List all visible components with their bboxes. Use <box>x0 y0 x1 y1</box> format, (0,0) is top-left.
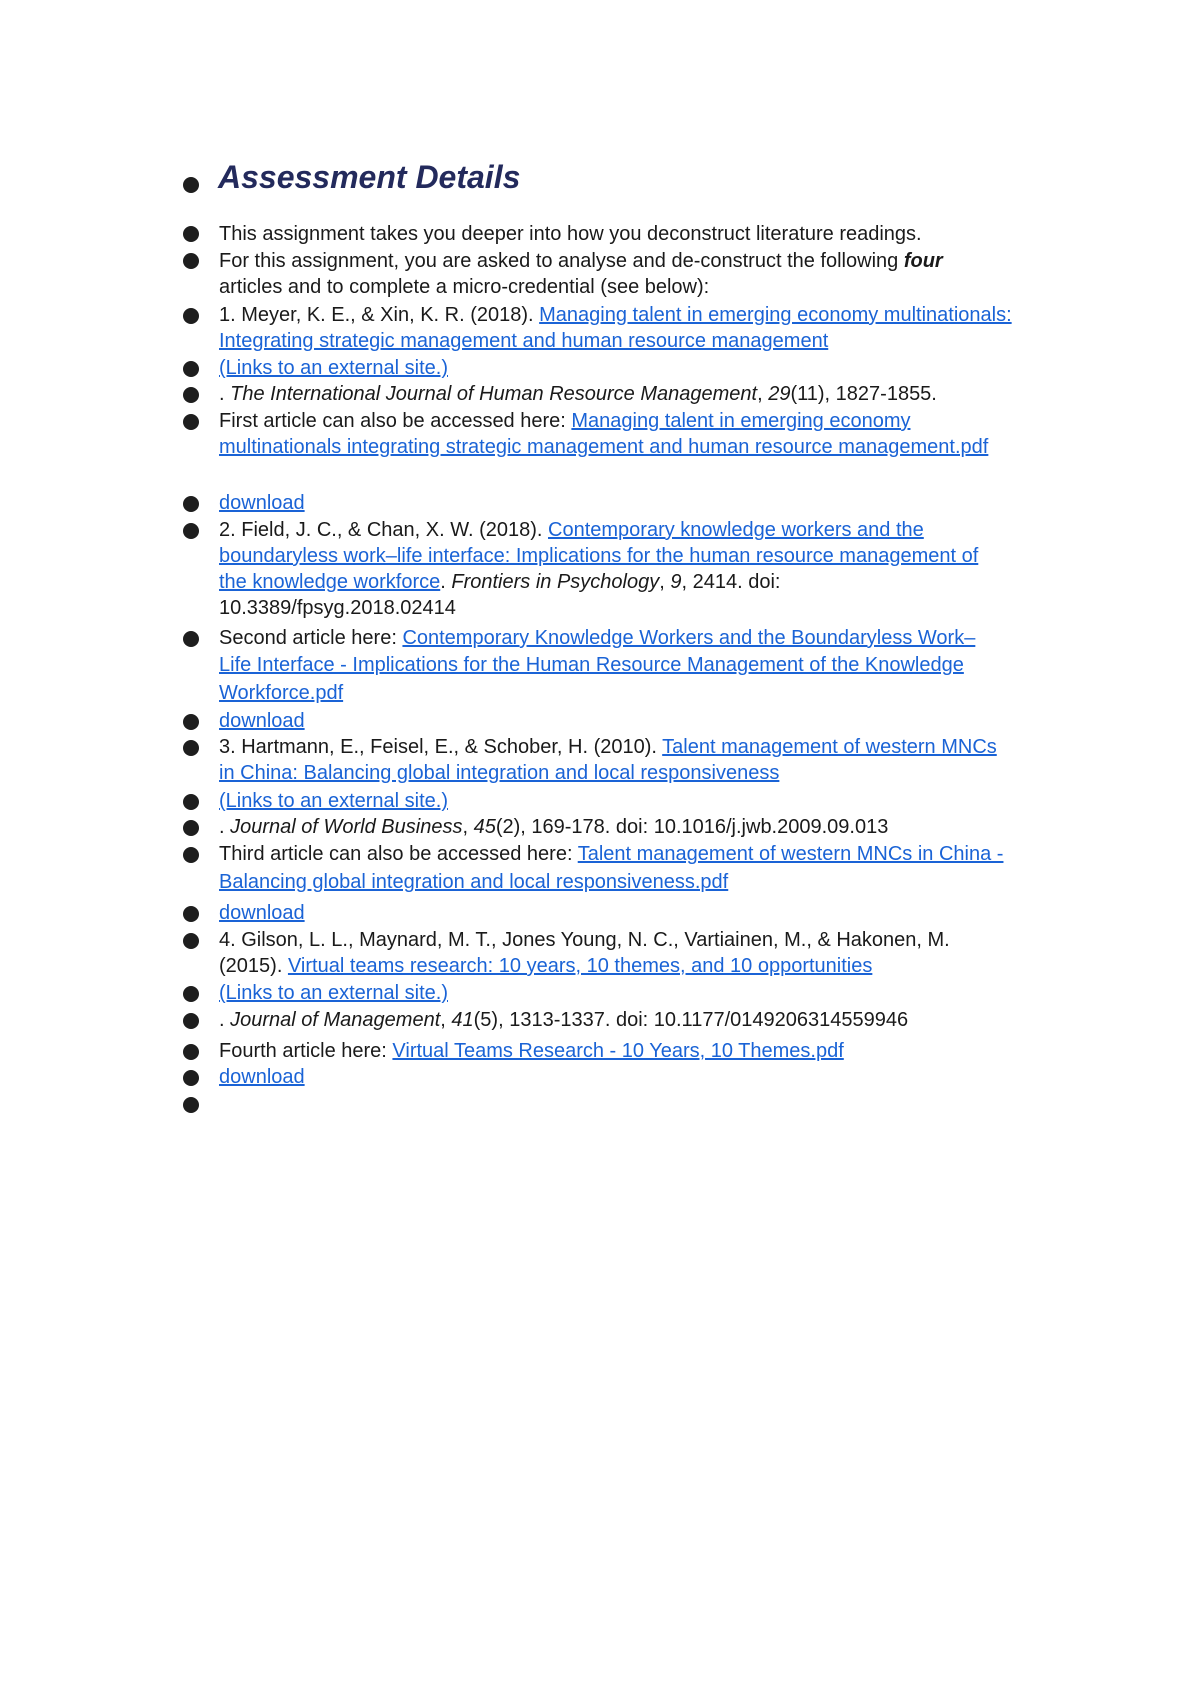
article-1-link[interactable]: Managing talent in emerging economy multinationals: <box>539 304 1012 326</box>
article-3-link-cont[interactable]: in China: Balancing global integration and local responsiveness <box>219 762 780 784</box>
article-3-journal: . Journal of World Business, 45(2), 169-178. doi: 10.1016/j.jwb.2009.09.013 <box>219 816 889 838</box>
bullet <box>183 226 199 242</box>
external-site-link[interactable]: (Links to an external site.) <box>219 357 448 379</box>
bullet <box>183 631 199 647</box>
article-4-journal: . Journal of Management, 41(5), 1313-1337. doi: 10.1177/0149206314559946 <box>219 1009 909 1031</box>
bullet-empty <box>183 1097 199 1113</box>
article-4-reference: 4. Gilson, L. L., Maynard, M. T., Jones Young, N. C., Vartiainen, M., & Hakonen, M. (2015). Virtual teams research: 10 years, 10 themes, and 10 opportunities <box>219 929 950 977</box>
article-1-link-cont[interactable]: Integrating strategic management and human resource management <box>219 330 829 352</box>
article-2-pdf-link[interactable]: Contemporary Knowledge Workers and the Boundaryless Work– <box>402 627 976 649</box>
article-3-external <box>219 788 1069 814</box>
bullet <box>183 1044 199 1060</box>
bullet <box>183 177 199 193</box>
article-1-external <box>219 355 1069 381</box>
article-2-pdf: Second article here: Contemporary Knowledge Workers and the Boundaryless Work– Life Interface - Implications for the Human Resource Management of the Knowledge Workforce.pdf <box>219 627 976 704</box>
bullet <box>183 1013 199 1029</box>
article-1-pdf-link[interactable]: Managing talent in emerging economy <box>571 410 911 432</box>
article-2-pdf-link-cont[interactable]: Life Interface - Implications for the Human Resource Management of the Knowledge <box>219 654 964 676</box>
download-link[interactable]: download <box>219 1066 305 1088</box>
article-3-pdf: Third article can also be accessed here: Talent management of western MNCs in China - Balancing global integration and local responsiveness.pdf <box>219 843 1004 893</box>
bullet <box>183 1070 199 1086</box>
article-3-pdf-link-cont[interactable]: Balancing global integration and local responsiveness.pdf <box>219 871 729 893</box>
article-1-pdf-link-cont[interactable]: multinationals integrating strategic management and human resource management.pdf <box>219 436 989 458</box>
bullet <box>183 523 199 539</box>
bullet <box>183 414 199 430</box>
bullet <box>183 714 199 730</box>
bullet <box>183 361 199 377</box>
article-2-link-end[interactable]: the knowledge workforce <box>219 571 441 593</box>
bullet <box>183 387 199 403</box>
article-2-link-cont[interactable]: boundaryless work–life interface: Implications for the human resource management of <box>219 545 979 567</box>
article-4-external <box>219 980 1069 1006</box>
article-4-pdf-link[interactable]: Virtual Teams Research - 10 Years, 10 Themes.pdf <box>392 1040 844 1062</box>
download-link[interactable]: download <box>219 902 305 924</box>
bullet <box>183 933 199 949</box>
external-site-link[interactable]: (Links to an external site.) <box>219 790 448 812</box>
emphasis-four: four <box>903 250 943 272</box>
article-3-link[interactable]: Talent management of western MNCs <box>662 736 997 758</box>
article-3-pdf-link[interactable]: Talent management of western MNCs in China - <box>577 843 1004 865</box>
article-2-link[interactable]: Contemporary knowledge workers and the <box>548 519 924 541</box>
bullet <box>183 986 199 1002</box>
bullet <box>183 820 199 836</box>
article-4-download <box>219 1064 1069 1090</box>
article-1-journal: . The International Journal of Human Resource Management, 29(11), 1827-1855. <box>219 383 937 405</box>
article-4-pdf: Fourth article here: Virtual Teams Research - 10 Years, 10 Themes.pdf <box>219 1040 844 1062</box>
bullet <box>183 847 199 863</box>
bullet <box>183 740 199 756</box>
download-link[interactable]: download <box>219 710 305 732</box>
instructions-text: For this assignment, you are asked to analyse and de-construct the following four articles and to complete a micro-credential (see below): <box>219 250 943 298</box>
article-1-download <box>219 490 1069 516</box>
bullet <box>183 906 199 922</box>
bullet <box>183 253 199 269</box>
article-1-reference: 1. Meyer, K. E., & Xin, K. R. (2018). Managing talent in emerging economy multinationals: Integrating strategic management and human resource management <box>219 304 1012 352</box>
bullet <box>183 794 199 810</box>
article-2-pdf-link-end[interactable]: Workforce.pdf <box>219 682 344 704</box>
article-1-pdf: First article can also be accessed here: Managing talent in emerging economy multinationals integrating strategic management and human resource management.pdf <box>219 410 989 458</box>
intro-text: This assignment takes you deeper into how you deconstruct literature readings. <box>219 223 922 245</box>
bullet <box>183 308 199 324</box>
article-3-download <box>219 900 1069 926</box>
page-title: Assessment Details <box>218 159 521 195</box>
bullet <box>183 496 199 512</box>
download-link[interactable]: download <box>219 492 305 514</box>
article-3-reference: 3. Hartmann, E., Feisel, E., & Schober, H. (2010). Talent management of western MNCs in China: Balancing global integration and local responsiveness <box>219 736 997 784</box>
external-site-link[interactable]: (Links to an external site.) <box>219 982 448 1004</box>
article-4-link[interactable]: Virtual teams research: 10 years, 10 themes, and 10 opportunities <box>287 955 873 977</box>
article-2-reference: 2. Field, J. C., & Chan, X. W. (2018). Contemporary knowledge workers and the boundaryless work–life interface: Implications for the human resource management of the knowledge workforce. Frontiers in Psychology, 9, 2414. doi: 10.3389/fpsyg.2018.02414 <box>219 519 979 619</box>
article-2-download <box>219 708 1069 734</box>
